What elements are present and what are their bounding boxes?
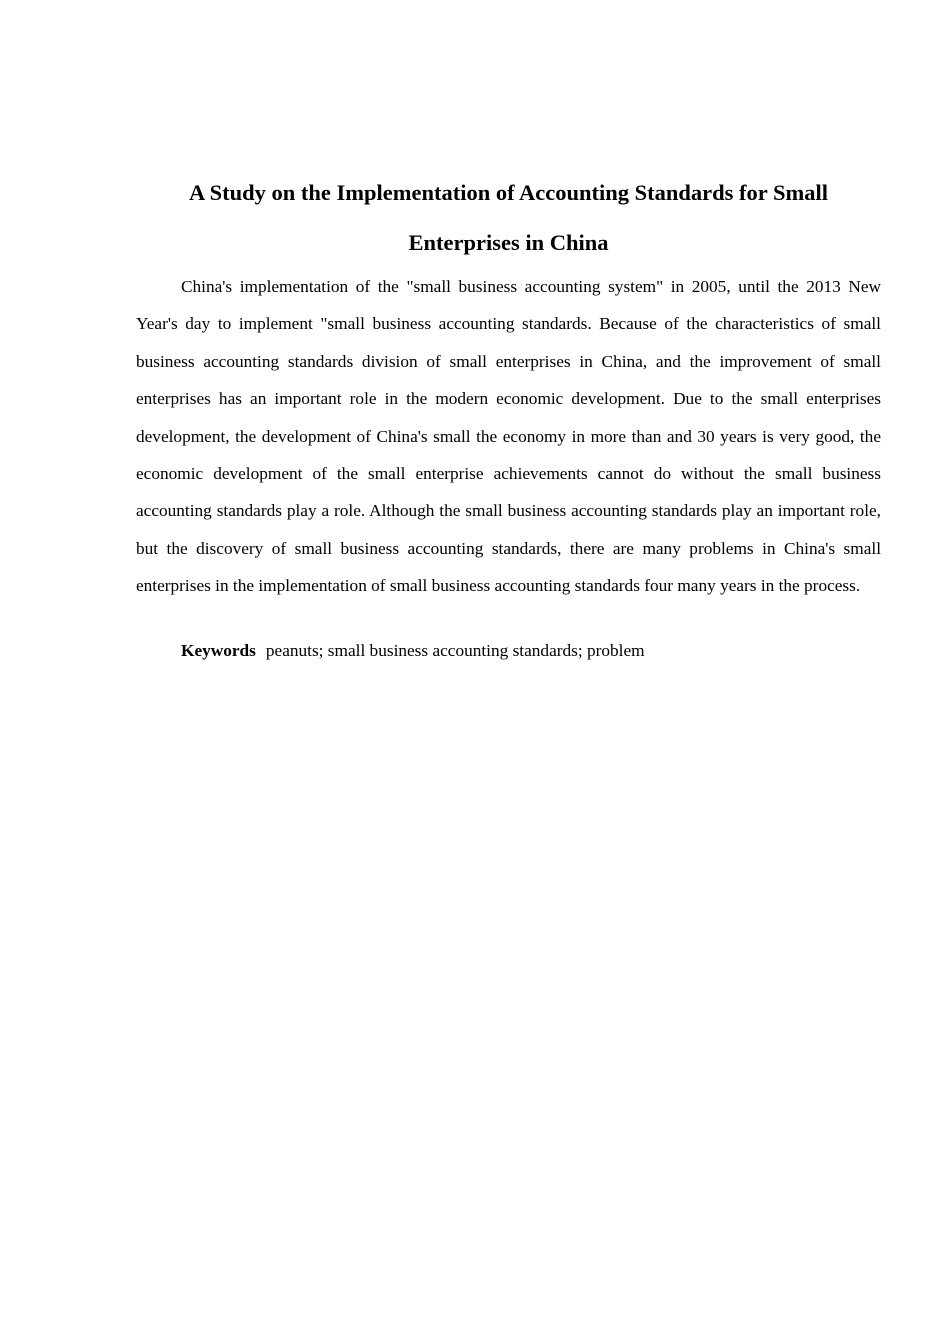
paper-page <box>136 168 881 663</box>
paper-title: A Study on the Implementation of Accounting Standards for Small Enterprises in China <box>188 180 829 255</box>
keywords-line <box>136 639 881 663</box>
keywords-label: Keywords <box>181 640 256 660</box>
abstract-paragraph: China's implementation of the "small business accounting system" in 2005, until the 2013 New Year's day to implement "small business accounting standards. Because of the characteristics of small business accounting standards division of small enterprises in China, and the improvement of small enterprises has an important role in the modern economic development. Due to the small enterprises development, the development of China's small the economy in more than and 30 years is very good, the economic development of the small enterprise achievements cannot do without the small business accounting standards play a role. Although the small business accounting standards play an important role, but the discovery of small business accounting standards, there are many problems in China's small enterprises in the implementation of small business accounting standards four many years in the process. <box>136 277 881 596</box>
keywords-value: peanuts; small business accounting standards; problem <box>265 640 645 660</box>
